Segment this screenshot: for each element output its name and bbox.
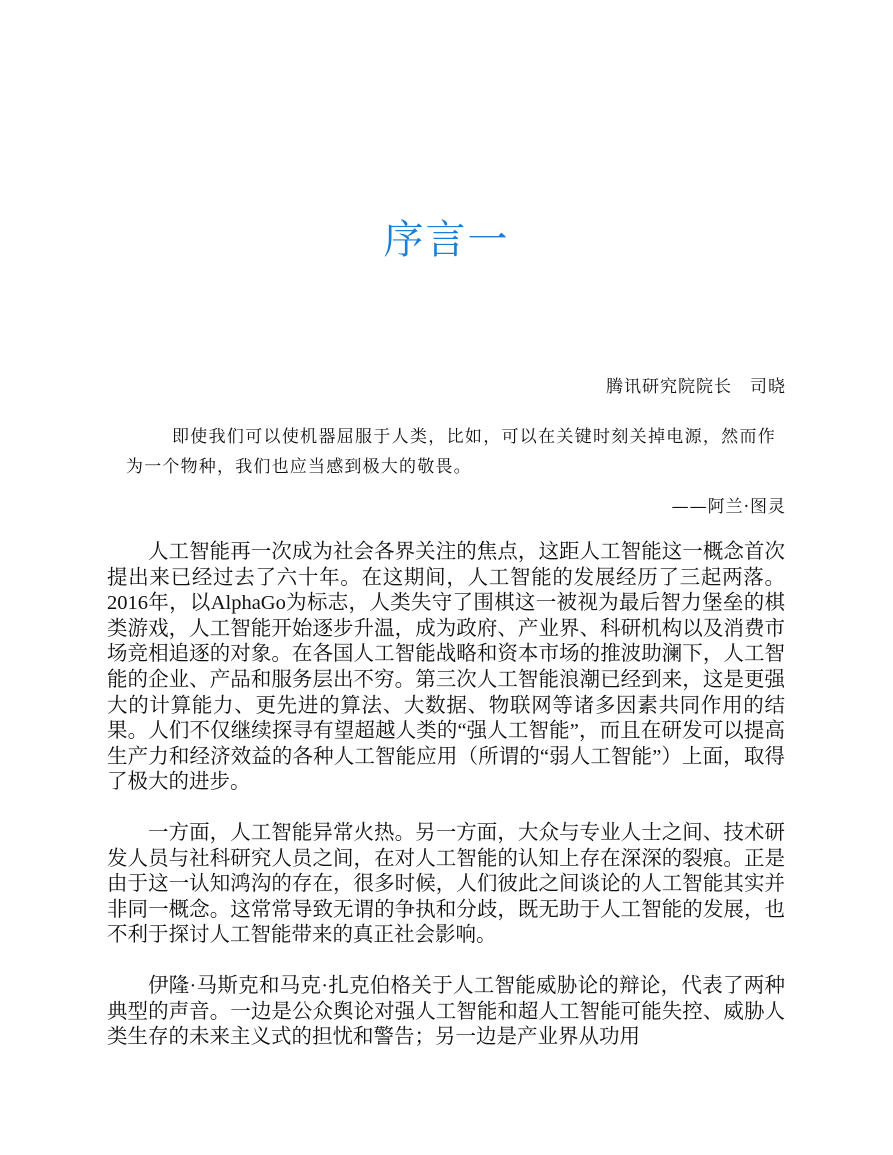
epigraph-attribution: ——阿兰·图灵 bbox=[671, 497, 786, 517]
epigraph-quote: 即使我们可以使机器屈服于人类，比如，可以在关键时刻关掉电源，然而作为一个物种，我们也应当感到极大的敬畏。 bbox=[126, 427, 776, 477]
body-text bbox=[107, 540, 785, 1076]
paragraph: 伊隆·马斯克和马克·扎克伯格关于人工智能威胁论的辩论，代表了两种典型的声音。一边是公众舆论对强人工智能和超人工智能可能失控、威胁人类生存的未来主义式的担忧和警告；另一边是产业界从功用 bbox=[107, 974, 785, 1049]
paragraph: 人工智能再一次成为社会各界关注的焦点，这距人工智能这一概念首次提出来已经过去了六十年。在这期间，人工智能的发展经历了三起两落。2016年，以AlphaGo为标志，人类失守了围棋这一被视为最后智力堡垒的棋类游戏，人工智能开始逐步升温，成为政府、产业界、科研机构以及消费市场竞相追逐的对象。在各国人工智能战略和资本市场的推波助澜下，人工智能的企业、产品和服务层出不穷。第三次人工智能浪潮已经到来，这是更强大的计算能力、更先进的算法、大数据、物联网等诸多因素共同作用的结果。人们不仅继续探寻有望超越人类的“强人工智能”，而且在研发可以提高生产力和经济效益的各种人工智能应用（所谓的“弱人工智能”）上面，取得了极大的进步。 bbox=[107, 541, 785, 794]
chapter-title: 序言一 bbox=[383, 217, 510, 263]
author-byline: 腾讯研究院院长 司晓 bbox=[606, 377, 786, 397]
paragraph: 一方面，人工智能异常火热。另一方面，大众与专业人士之间、技术研发人员与社科研究人员之间，在对人工智能的认知上存在深深的裂痕。正是由于这一认知鸿沟的存在，很多时候，人们彼此之间谈论的人工智能其实并非同一概念。这常常导致无谓的争执和分歧，既无助于人工智能的发展，也不利于探讨人工智能带来的真正社会影响。 bbox=[107, 821, 785, 947]
